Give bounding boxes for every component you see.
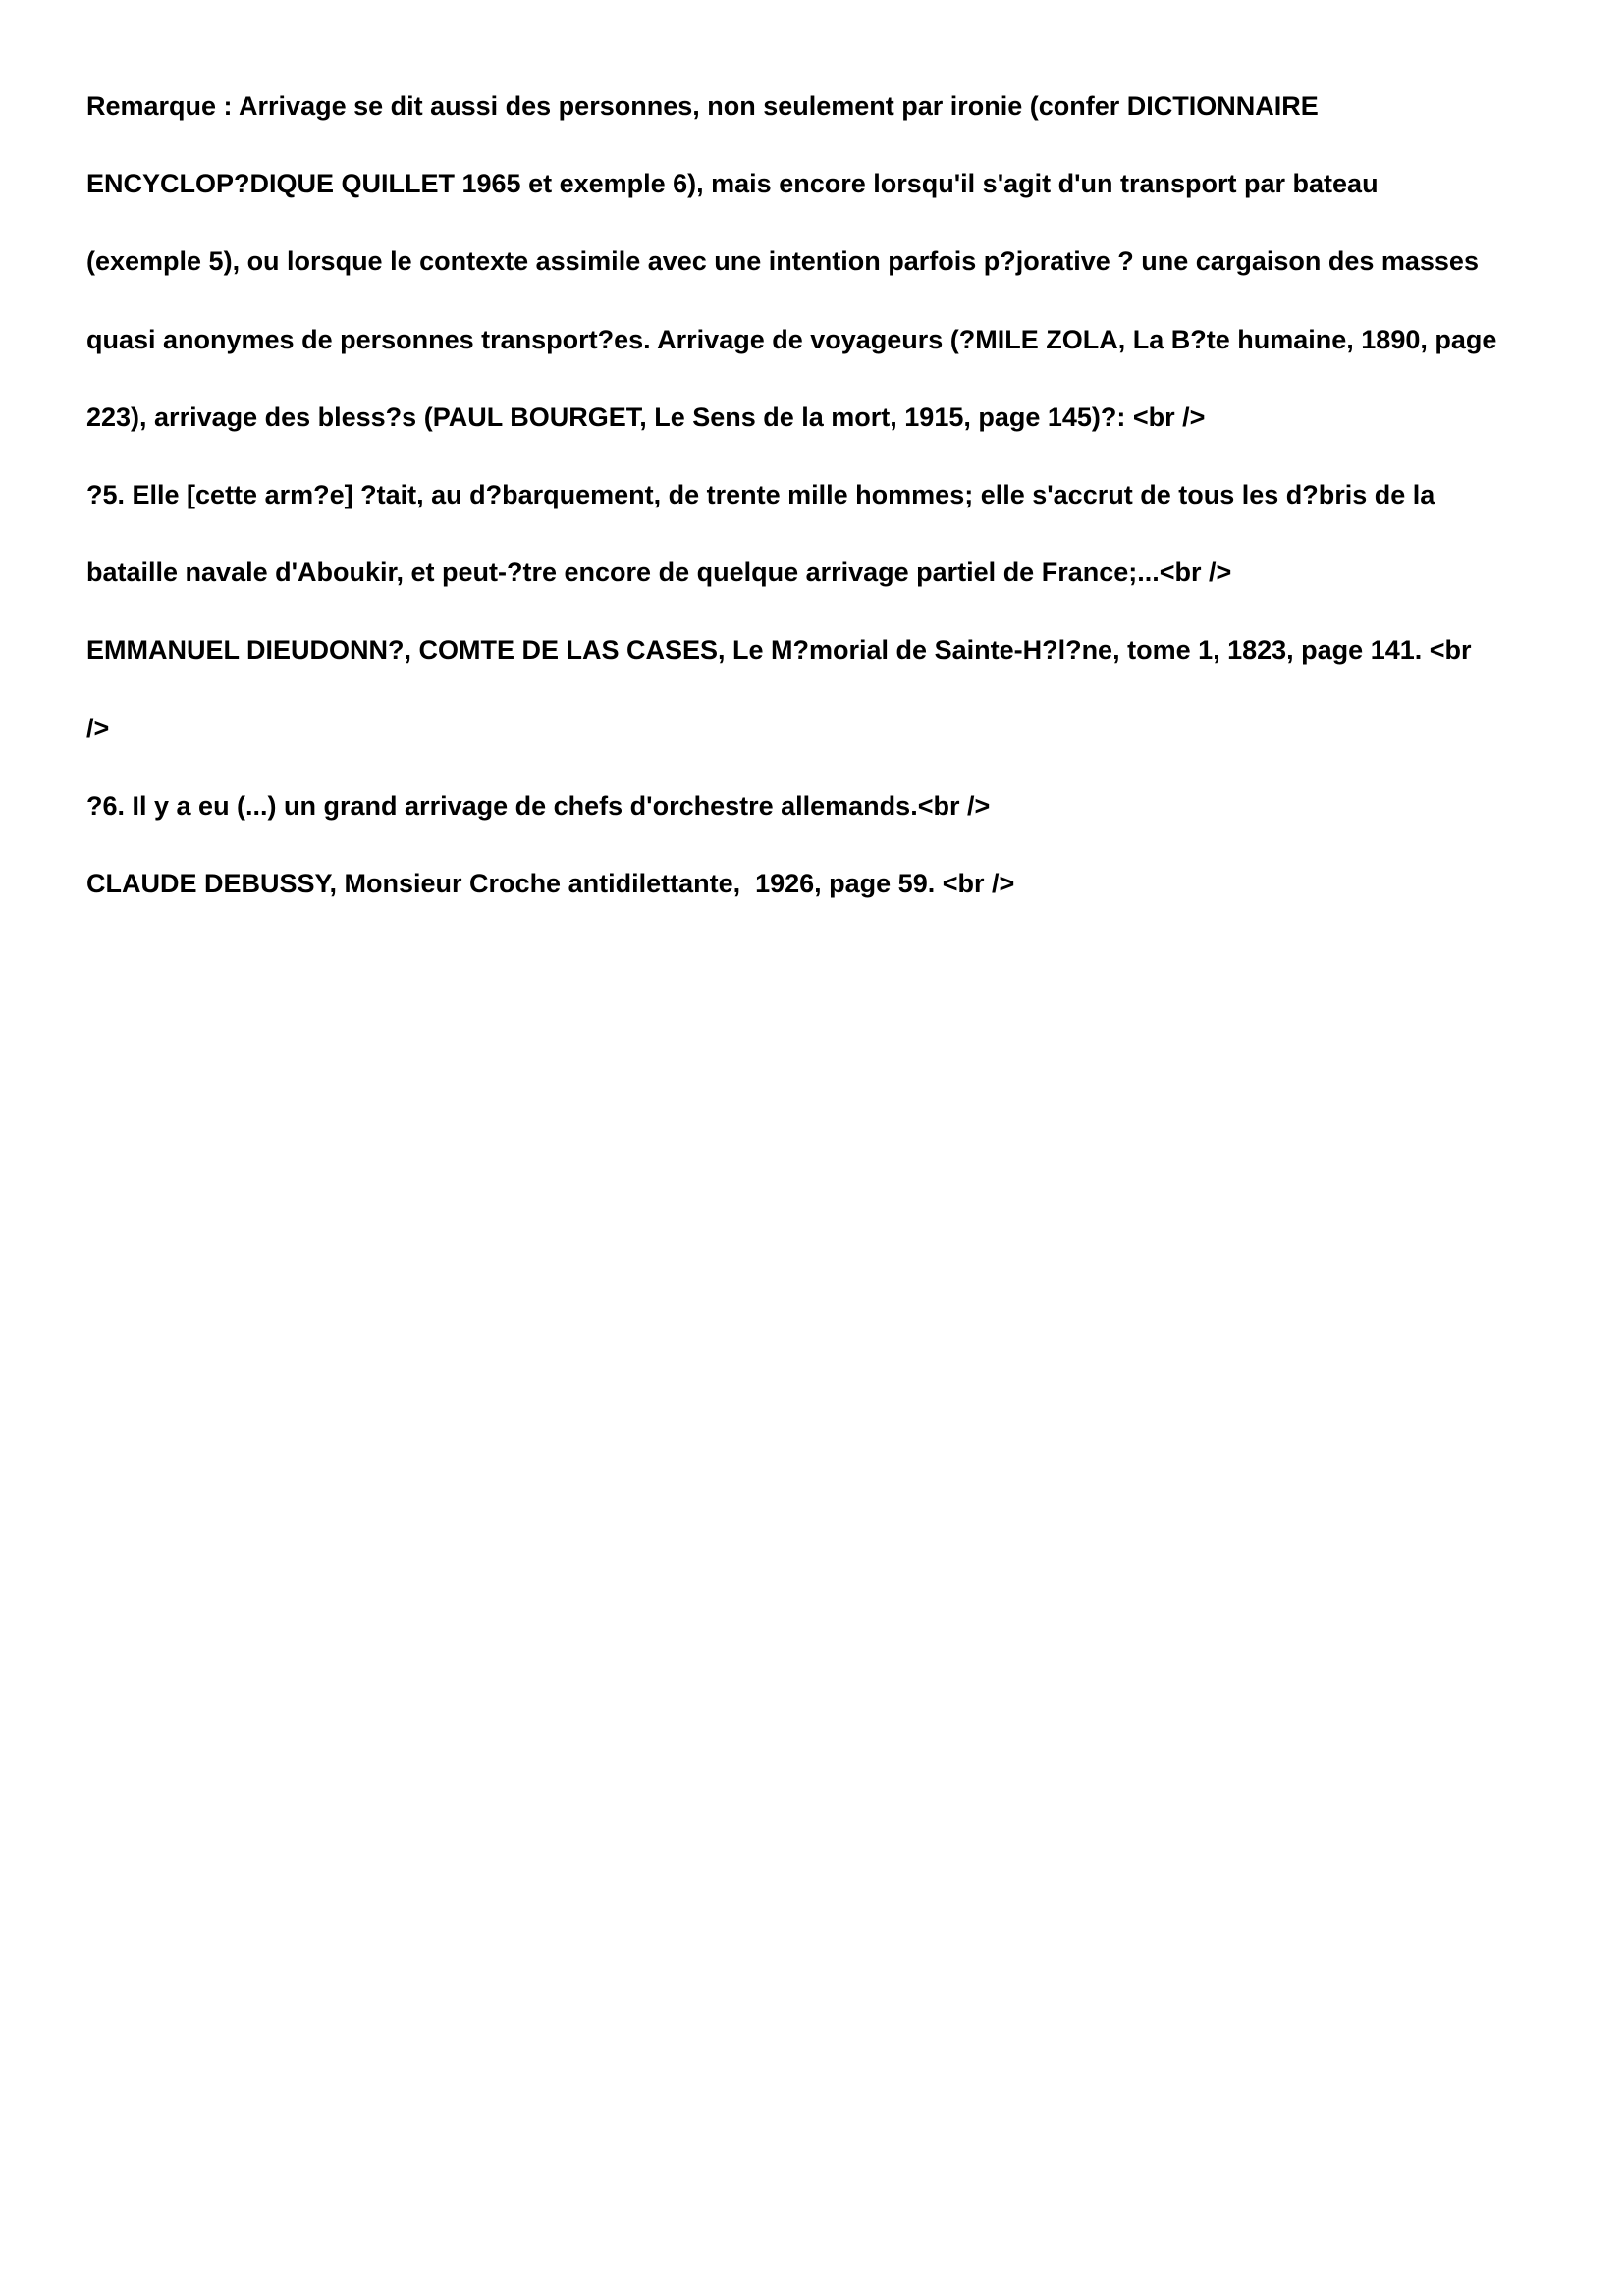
example-6-citation-line: CLAUDE DEBUSSY, Monsieur Croche antidilettante, 1926, page 59. <br /> — [86, 868, 1015, 898]
example-5-line-1: ?5. Elle [cette arm?e] ?tait, au d?barquement, de trente mille hommes; elle s'accrut de tous les d?bris de la — [86, 479, 1435, 509]
document-page — [86, 86, 1579, 941]
remark-line-4: quasi anonymes de personnes transport?es. Arrivage de voyageurs (?MILE ZOLA, La B?te humaine, 1890, page — [86, 324, 1497, 354]
remark-line-1: Remarque : Arrivage se dit aussi des personnes, non seulement par ironie (confer DICTIONNAIRE — [86, 91, 1319, 121]
remark-line-5: 223), arrivage des bless?s (PAUL BOURGET, Le Sens de la mort, 1915, page 145)?: <br /> — [86, 401, 1206, 432]
example-5-line-2: bataille navale d'Aboukir, et peut-?tre encore de quelque arrivage partiel de France;...<br /> — [86, 558, 1232, 588]
remark-line-3: (exemple 5), ou lorsque le contexte assimile avec une intention parfois p?jorative ? une cargaison des masses — [86, 246, 1479, 277]
remark-line-2: ENCYCLOP?DIQUE QUILLET 1965 et exemple 6), mais encore lorsqu'il s'agit d'un transport par bateau — [86, 169, 1379, 199]
example-5-citation-line-1: EMMANUEL DIEUDONN?, COMTE DE LAS CASES, Le M?morial de Sainte-H?l?ne, tome 1, 1823, page 141. <br — [86, 635, 1472, 666]
example-5-citation-line-2: /> — [86, 713, 110, 743]
example-6-line: ?6. Il y a eu (...) un grand arrivage de chefs d'orchestre allemands.<br /> — [86, 790, 991, 821]
